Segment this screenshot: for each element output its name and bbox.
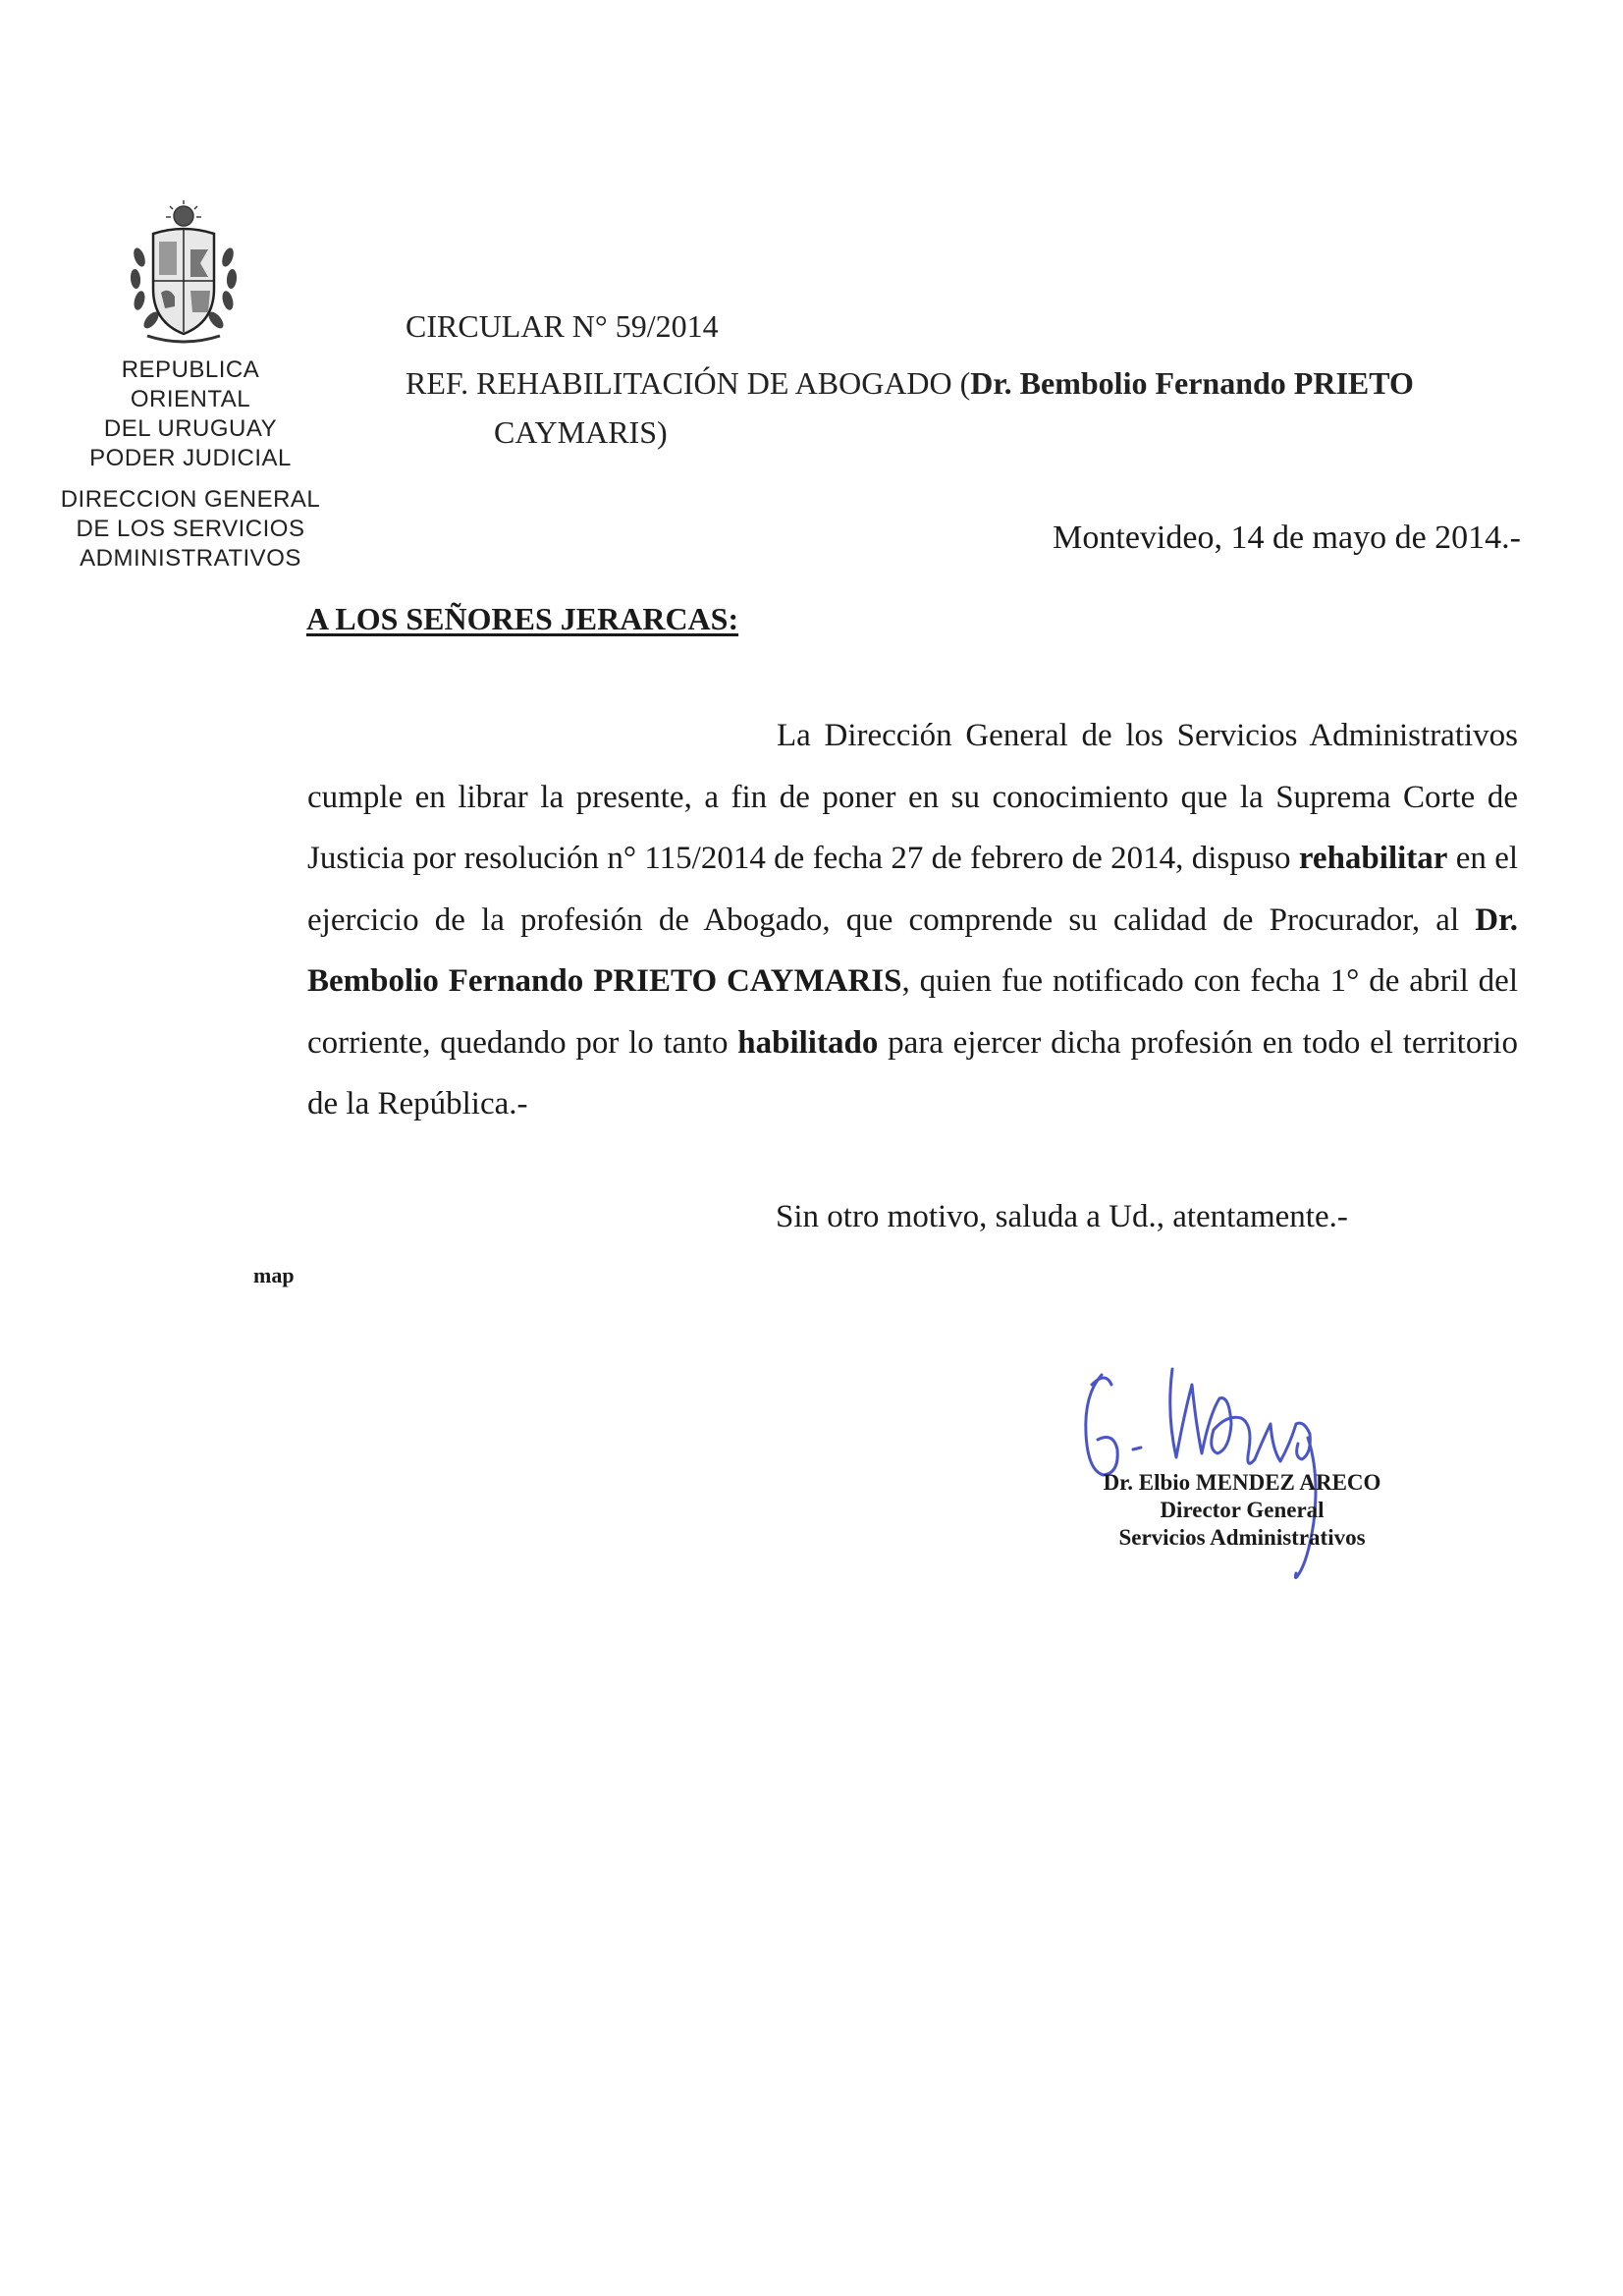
body-text-3: , quien fue notificado con fecha 1° de abril del corriente, quedando por lo tanto xyxy=(307,963,1519,1061)
salutation: A LOS SEÑORES JERARCAS: xyxy=(306,601,739,636)
reference-prefix: REF. REHABILITACIÓN DE ABOGADO ( xyxy=(406,365,971,401)
typist-initials: map xyxy=(253,1263,295,1287)
reference-line-1 xyxy=(406,363,1525,403)
institution-name xyxy=(59,355,322,574)
signer-office: Servicios Administrativos xyxy=(1118,1525,1366,1550)
signer-block xyxy=(1080,1469,1404,1552)
institution-line: ADMINISTRATIVOS xyxy=(80,545,301,572)
body-text-1: La Dirección General de los Servicios Administrativos cumple en librar la presente, a fin de poner en su conocimiento que la Suprema Corte de Justicia por resolución n° 115/2014 de fecha 27 de febrero de 2014, dispuso xyxy=(307,718,1518,876)
institution-line: DIRECCION GENERAL xyxy=(60,486,321,513)
body-paragraph xyxy=(307,705,1518,1135)
body-text-2: en el ejercicio de la profesión de Abogado, que comprende su calidad de Procurador, al xyxy=(307,841,1519,938)
closing-line: Sin otro motivo, saluda a Ud., atentamente.- xyxy=(776,1199,1348,1234)
reference-line xyxy=(406,363,1525,452)
body-bold-3: habilitado xyxy=(737,1024,879,1061)
body-bold-1: rehabilitar xyxy=(1298,841,1448,876)
document-date: Montevideo, 14 de mayo de 2014.- xyxy=(1053,519,1521,556)
reference-line-2: CAYMARIS) xyxy=(494,414,668,450)
coat-of-arms-seal xyxy=(126,198,242,346)
institution-line: DE LOS SERVICIOS xyxy=(76,516,305,542)
signer-title: Director General xyxy=(1160,1498,1325,1522)
institution-line: DEL URUGUAY xyxy=(103,415,278,442)
circular-number: CIRCULAR N° 59/2014 xyxy=(406,308,719,344)
body-text-4: para ejercer dicha profesión en todo el territorio de la República.- xyxy=(307,1024,1518,1121)
signer-name: Dr. Elbio MENDEZ ARECO xyxy=(1103,1470,1381,1495)
body-bold-2: Dr. Bembolio Fernando PRIETO CAYMARIS xyxy=(307,902,1518,999)
institution-line: PODER JUDICIAL xyxy=(89,445,292,471)
institution-line: REPUBLICA ORIENTAL xyxy=(121,356,260,412)
reference-name: Dr. Bembolio Fernando PRIETO xyxy=(970,365,1414,401)
